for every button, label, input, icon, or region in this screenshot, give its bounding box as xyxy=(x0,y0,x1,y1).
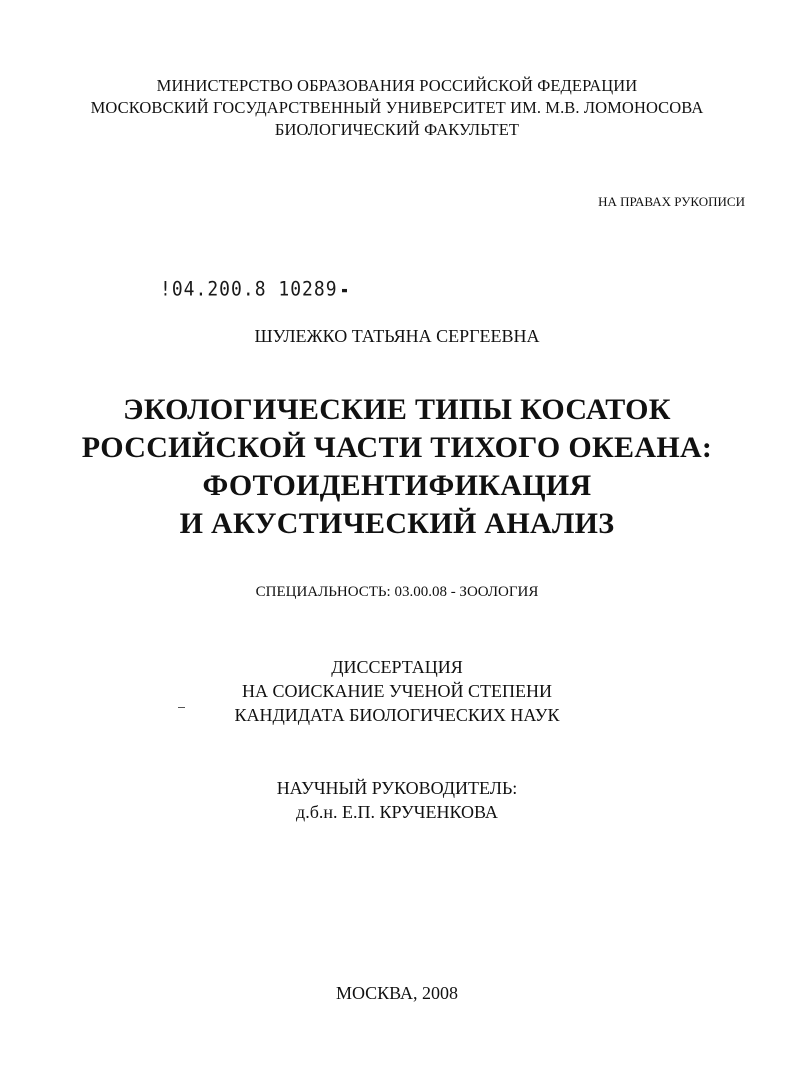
place-and-year: МОСКВА, 2008 xyxy=(335,983,459,1003)
manuscript-rights-note: НА ПРАВАХ РУКОПИСИ xyxy=(598,194,745,209)
supervisor-name: д.б.н. Е.П. КРУЧЕНКОВА xyxy=(296,802,498,822)
title-line-2: РОССИЙСКОЙ ЧАСТИ ТИХОГО ОКЕАНА: xyxy=(81,431,713,464)
title-line-4: И АКУСТИЧЕСКИЙ АНАЛИЗ xyxy=(179,507,615,540)
university-header: МОСКОВСКИЙ ГОСУДАРСТВЕННЫЙ УНИВЕРСИТЕТ ИМ. М.В. ЛОМОНОСОВА xyxy=(90,98,704,117)
supervisor-label: НАУЧНЫЙ РУКОВОДИТЕЛЬ: xyxy=(276,778,518,798)
faculty-header: БИОЛОГИЧЕСКИЙ ФАКУЛЬТЕТ xyxy=(274,120,520,139)
title-line-1: ЭКОЛОГИЧЕСКИЕ ТИПЫ КОСАТОК xyxy=(123,393,671,426)
ministry-header: МИНИСТЕРСТВО ОБРАЗОВАНИЯ РОССИЙСКОЙ ФЕДЕРАЦИИ xyxy=(156,76,638,95)
stray-mark xyxy=(178,707,185,708)
registration-stamp-number: !04.200.8 10289 xyxy=(160,277,338,302)
thesis-type: ДИССЕРТАЦИЯ xyxy=(331,657,463,677)
title-line-3: ФОТОИДЕНТИФИКАЦИЯ xyxy=(202,469,592,502)
specialty: СПЕЦИАЛЬНОСТЬ: 03.00.08 - ЗООЛОГИЯ xyxy=(255,584,539,600)
registration-stamp xyxy=(160,278,347,301)
thesis-degree-line-2: КАНДИДАТА БИОЛОГИЧЕСКИХ НАУК xyxy=(234,705,560,725)
author-name: ШУЛЕЖКО ТАТЬЯНА СЕРГЕЕВНА xyxy=(254,326,540,346)
thesis-degree-line-1: НА СОИСКАНИЕ УЧЕНОЙ СТЕПЕНИ xyxy=(242,681,552,701)
stamp-mark-icon xyxy=(342,288,347,291)
